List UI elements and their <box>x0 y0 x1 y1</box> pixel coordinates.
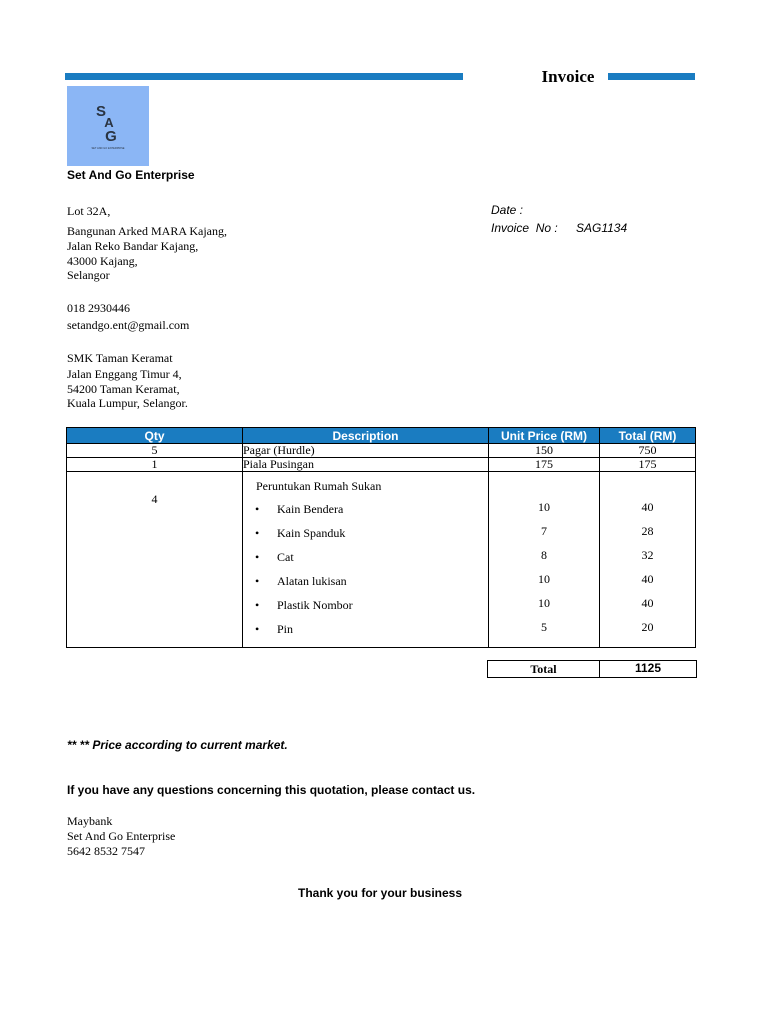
grand-total-row <box>487 660 697 678</box>
company-address-2: Bangunan Arked MARA Kajang, <box>67 224 227 238</box>
item-unit-price: 10 <box>538 596 550 610</box>
item-unit-price: 10 <box>538 572 550 586</box>
bank-account-name: Set And Go Enterprise <box>67 829 176 843</box>
customer-address-3: 54200 Taman Keramat, <box>67 382 180 396</box>
bullet-icon: • <box>255 526 260 540</box>
table-row-group <box>67 472 696 648</box>
bullet-icon: • <box>255 502 260 516</box>
invoice-no-value: SAG1134 <box>576 221 628 235</box>
col-header-qty: Qty <box>67 428 243 444</box>
company-address-3: Jalan Reko Bandar Kajang, <box>67 239 199 253</box>
item-total: 28 <box>641 524 654 538</box>
row-description: Pagar (Hurdle) <box>243 444 489 458</box>
col-header-unit-price: Unit Price (RM) <box>489 428 600 444</box>
header-bar-left <box>65 73 463 80</box>
list-item <box>256 623 488 647</box>
list-item <box>256 575 488 599</box>
row-qty: 5 <box>67 444 243 458</box>
group-title: Peruntukan Rumah Sukan <box>256 479 382 493</box>
col-header-description: Description <box>243 428 489 444</box>
grand-total-value: 1125 <box>634 661 662 675</box>
svg-text:G: G <box>105 128 117 145</box>
list-item <box>256 551 488 575</box>
company-phone: 018 2930446 <box>67 301 130 315</box>
company-address-1: Lot 32A, <box>67 204 111 218</box>
group-total-cell <box>600 472 696 648</box>
row-total: 750 <box>600 444 696 458</box>
company-address-4: 43000 Kajang, <box>67 254 138 268</box>
bullet-icon: • <box>255 598 260 612</box>
invoice-no-label: Invoice No : <box>491 221 558 235</box>
row-unit-price: 175 <box>489 458 600 472</box>
group-description-cell <box>243 472 489 648</box>
item-total: 40 <box>641 572 654 586</box>
item-description: Kain Spanduk <box>277 526 346 540</box>
bullet-icon: • <box>255 574 260 588</box>
table-header-row <box>67 428 696 444</box>
bullet-icon: • <box>255 550 260 564</box>
row-total: 175 <box>600 458 696 472</box>
svg-text:S: S <box>95 103 107 120</box>
item-total: 32 <box>641 548 654 562</box>
list-item <box>256 527 488 551</box>
item-unit-price: 7 <box>541 524 547 538</box>
row-description: Piala Pusingan <box>243 458 489 472</box>
company-name: Set And Go Enterprise <box>67 168 195 182</box>
group-price-cell <box>489 472 600 648</box>
price-note: ** ** Price according to current market. <box>67 738 288 752</box>
item-unit-price: 5 <box>541 620 547 634</box>
table-row <box>67 458 696 472</box>
company-email: setandgo.ent@gmail.com <box>67 318 190 332</box>
item-total: 40 <box>641 500 654 514</box>
item-description: Plastik Nombor <box>277 598 353 612</box>
bullet-icon: • <box>255 622 260 636</box>
thank-you-note: Thank you for your business <box>297 886 463 900</box>
col-header-total: Total (RM) <box>600 428 696 444</box>
contact-note: If you have any questions concerning this quotation, please contact us. <box>67 783 476 797</box>
row-qty: 1 <box>67 458 243 472</box>
item-description: Alatan lukisan <box>277 574 347 588</box>
item-description: Cat <box>277 550 294 564</box>
bank-name: Maybank <box>67 814 113 828</box>
items-table <box>66 427 696 648</box>
list-item <box>256 599 488 623</box>
item-description: Pin <box>277 622 294 636</box>
group-qty-cell <box>67 472 243 648</box>
item-unit-price: 8 <box>541 548 547 562</box>
item-unit-price: 10 <box>538 500 550 514</box>
bank-account-number: 5642 8532 7547 <box>67 844 145 858</box>
item-total: 20 <box>641 620 654 634</box>
row-unit-price: 150 <box>489 444 600 458</box>
group-qty: 4 <box>151 492 158 506</box>
header-bar-right <box>608 73 695 80</box>
table-row <box>67 444 696 458</box>
invoice-title: Invoice <box>541 67 595 86</box>
customer-address-1: SMK Taman Keramat <box>67 351 173 365</box>
customer-address-2: Jalan Enggang Timur 4, <box>67 367 182 381</box>
grand-total-label: Total <box>488 661 600 677</box>
svg-text:SET AND GO ENTERPRISE: SET AND GO ENTERPRISE <box>91 147 125 150</box>
date-label: Date : <box>491 203 524 217</box>
svg-text:A: A <box>104 115 114 130</box>
item-description: Kain Bendera <box>277 502 344 516</box>
company-logo <box>67 86 149 166</box>
item-total: 40 <box>641 596 654 610</box>
customer-address-4: Kuala Lumpur, Selangor. <box>67 396 188 410</box>
list-item <box>256 503 488 527</box>
logo-mark-icon <box>67 86 149 166</box>
company-address-5: Selangor <box>67 268 110 282</box>
